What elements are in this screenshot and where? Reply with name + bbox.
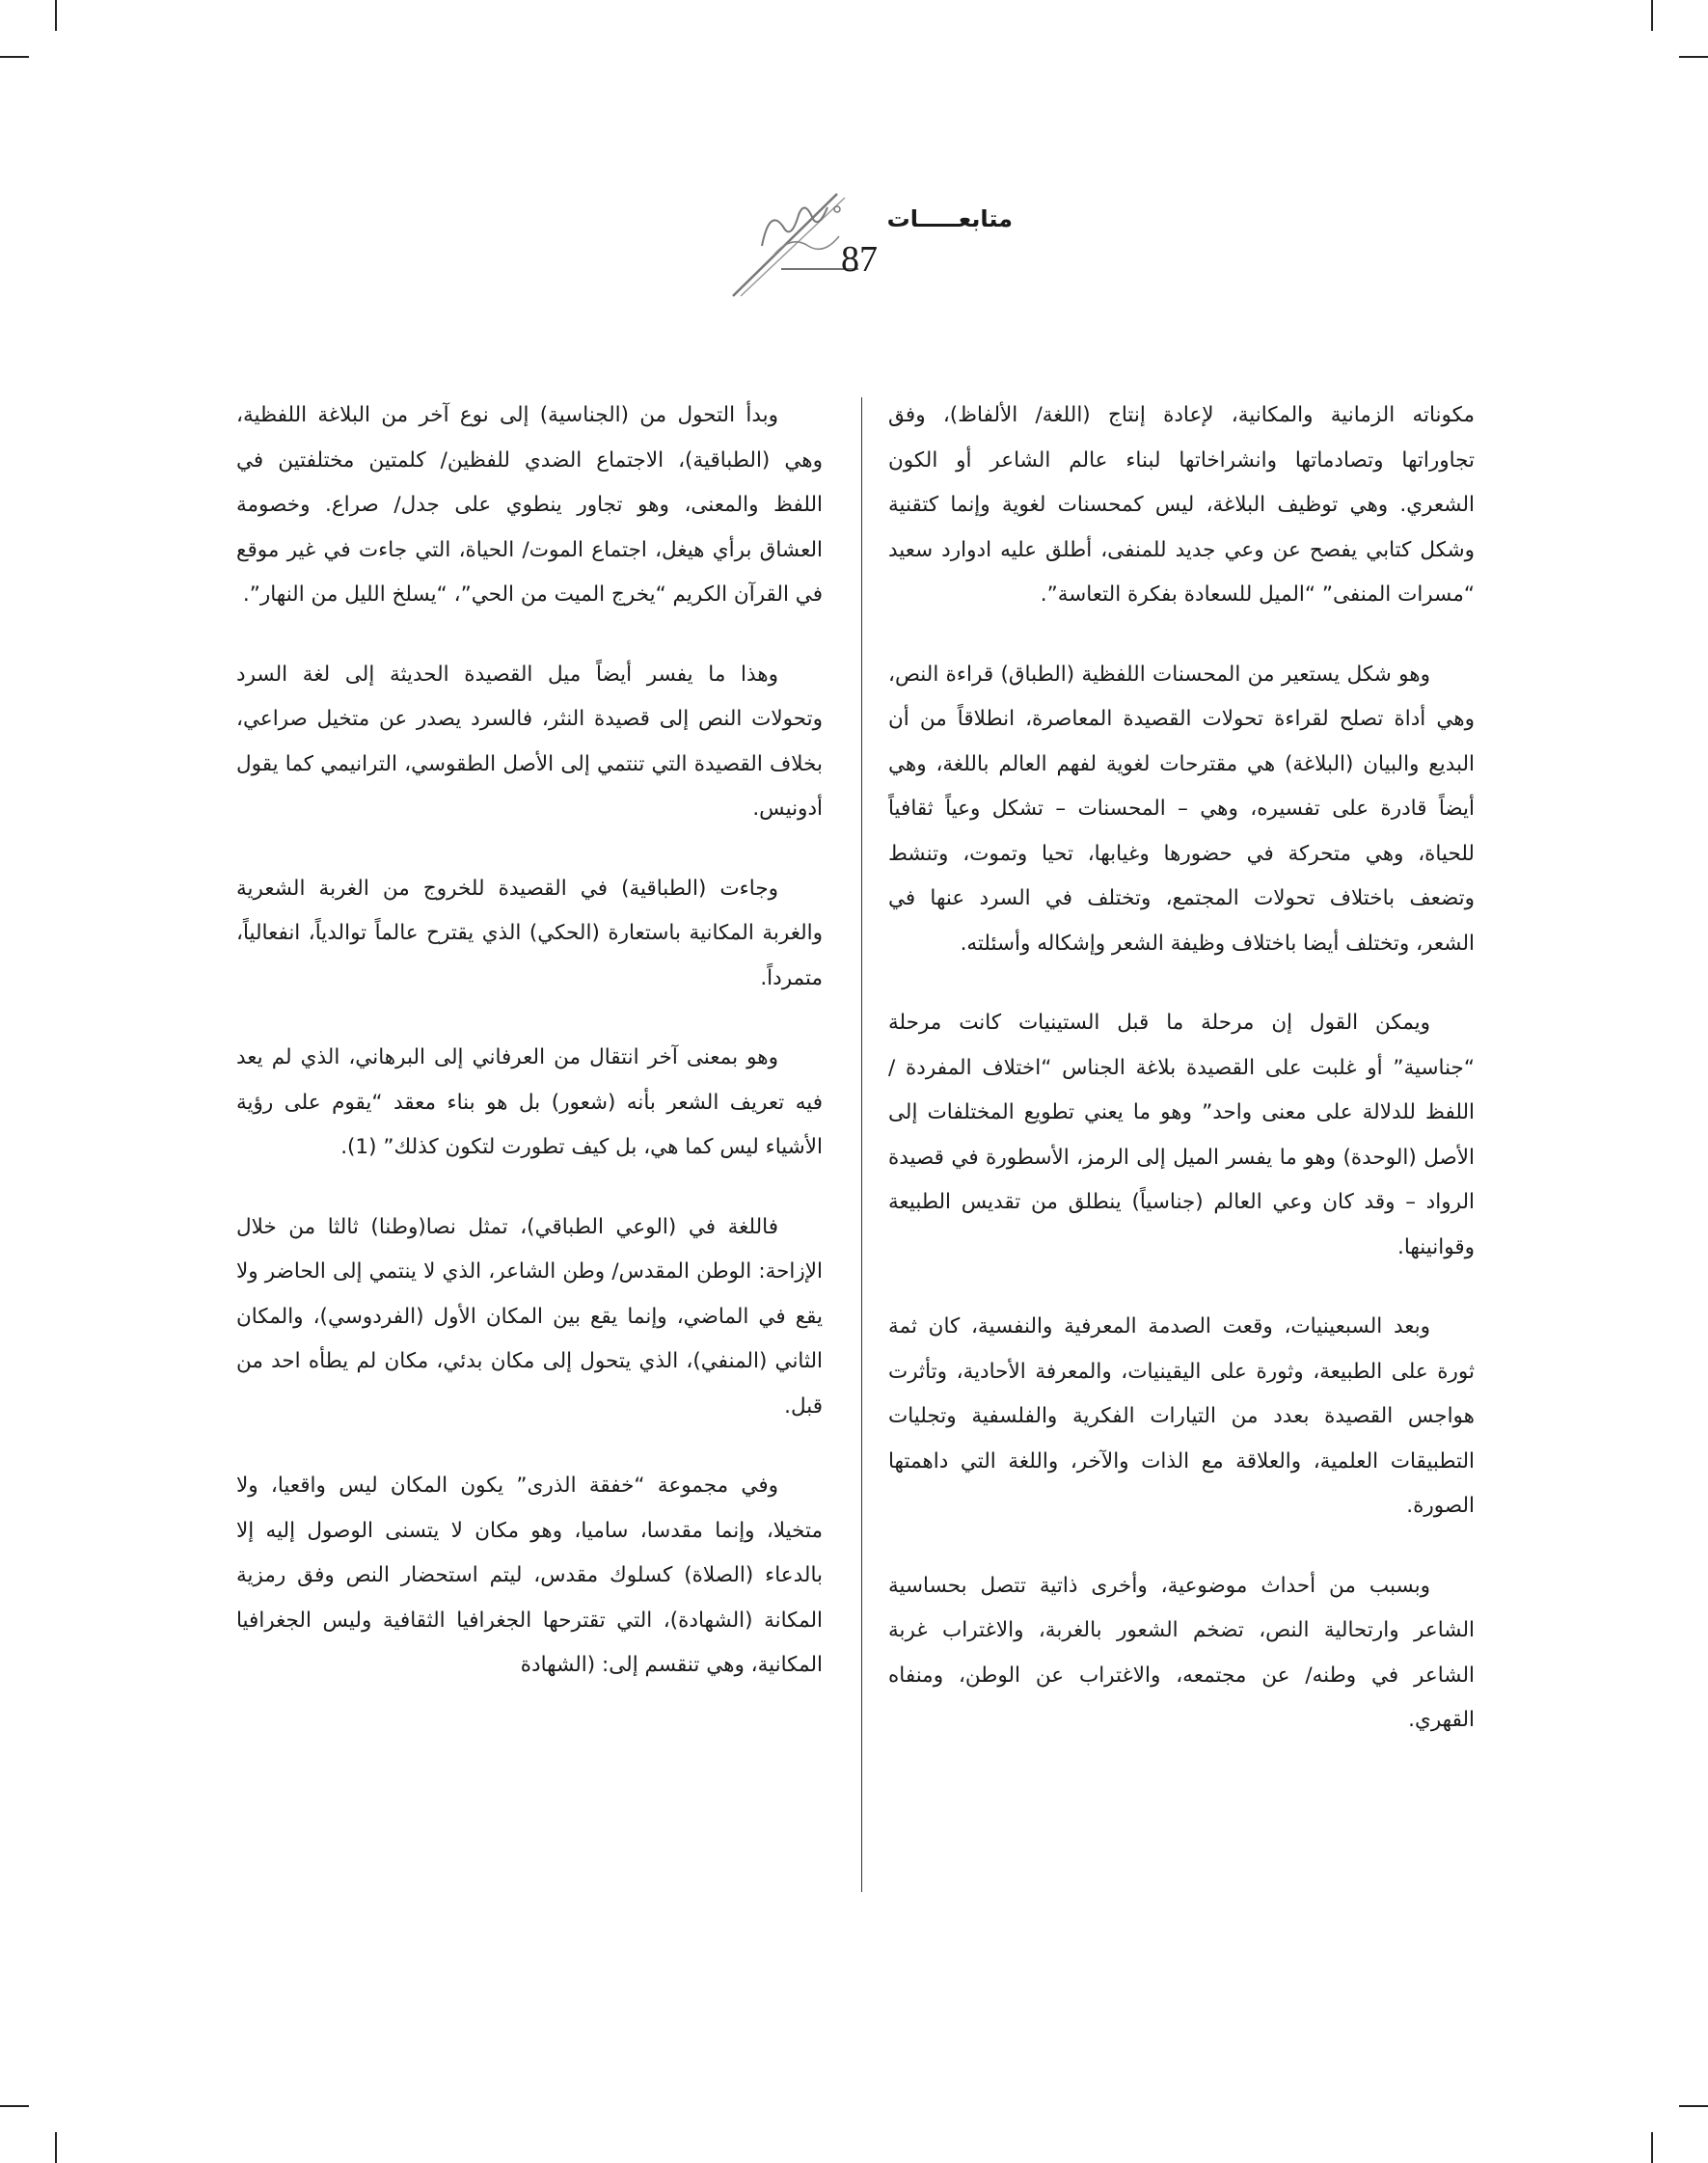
crop-mark-bottom-left-v — [55, 2132, 57, 2163]
paragraph: وهو شكل يستعير من المحسنات اللفظية (الطباق) قراءة النص، وهي أداة تصلح لقراءة تحولات القصيدة المعاصرة، انطلاقاً من أن البديع والبيان (البلاغة) هي مقترحات لغوية لفهم العالم باللغة، وهي أيضاً قادرة على تفسيره، وهي – المحسنات – تشكل وعياً ثقافياً للحياة، وهي متحركة في حضورها وغيابها، تحيا وتموت، وتنشط وتضعف باختلاف تحولات المجتمع، وتختلف في السرد عنها في الشعر، وتختلف أيضا باختلاف وظيفة الشعر وإشكاله وأسئلته. — [888, 662, 1475, 956]
paragraph: ويمكن القول إن مرحلة ما قبل الستينيات كانت مرحلة “جناسية” أو غلبت على القصيدة بلاغة الجناس “اختلاف المفردة / اللفظ للدلالة على معنى واحد” وهو ما يعني تطويع المختلفات إلى الأصل (الوحدة) وهو ما يفسر الميل إلى الرمز، الأسطورة في قصيدة الرواد – وقد كان وعي العالم (جناسياً) ينطلق من تقديس الطبيعة وقوانينها. — [888, 1011, 1475, 1259]
page-number: 87 — [841, 239, 878, 280]
paragraph: وبدأ التحول من (الجناسية) إلى نوع آخر من البلاغة اللفظية، وهي (الطباقية)، الاجتماع الضدي للفظين/ كلمتين مختلفتين في اللفظ والمعنى، وهو تجاور ينطوي على جدل/ صراع. وخصومة العشاق برأي هيغل، اجتماع الموت/ الحياة، التي جاءت في غير موقع في القرآن الكريم “يخرج الميت من الحي”، “يسلخ الليل من النهار”. — [236, 403, 823, 607]
paragraph: وهذا ما يفسر أيضاً ميل القصيدة الحديثة إلى لغة السرد وتحولات النص إلى قصيدة النثر، فالسرد يصدر عن متخيل صراعي، بخلاف القصيدة التي تنتمي إلى الأصل الطقوسي، الترانيمي كما يقول أدونيس. — [236, 662, 823, 821]
crop-mark-top-right-v — [1651, 0, 1653, 31]
crop-mark-bottom-right-v — [1651, 2132, 1653, 2163]
crop-mark-top-left-h — [0, 56, 29, 58]
paragraph: وجاءت (الطباقية) في القصيدة للخروج من الغربة الشعرية والغربة المكانية باستعارة (الحكي) الذي يقترح عالماً توالدياً، انفعالياً، متمرداً. — [236, 876, 823, 990]
column-divider — [861, 397, 862, 1892]
crop-mark-bottom-right-h — [1679, 2105, 1708, 2107]
paragraph: فاللغة في (الوعي الطباقي)، تمثل نصا(وطنا) ثالثا من خلال الإزاحة: الوطن المقدس/ وطن الشاعر، الذي لا ينتمي إلى الحاضر ولا يقع في الماضي، وإنما يقع بين المكان الأول (الفردوسي)، والمكان الثاني (المنفي)، الذي يتحول إلى مكان بدئي، مكان لم يطأه احد من قبل. — [236, 1214, 823, 1419]
crop-mark-top-left-v — [55, 0, 57, 31]
text-column-left — [236, 393, 823, 1723]
text-column-right — [888, 393, 1475, 1778]
page-header — [694, 188, 1013, 304]
crop-mark-bottom-left-h — [0, 2105, 29, 2107]
paragraph: وفي مجموعة “خفقة الذرى” يكون المكان ليس واقعيا، ولا متخيلا، وإنما مقدسا، ساميا، وهو مكان لا يتسنى الوصول إليه إلا بالدعاء (الصلاة) كسلوك مقدس، ليتم استحضار النص وفق رمزية المكانة (الشهادة)، التي تقترحها الجغرافيا الثقافية وليس الجغرافيا المكانية، وهي تنقسم إلى: (الشهادة — [236, 1474, 823, 1677]
paragraph: مكوناته الزمانية والمكانية، لإعادة إنتاج (اللغة/ الألفاظ)، وفق تجاوراتها وتصادماتها وانشراخاتها لبناء عالم الشاعر أو الكون الشعري. وهي توظيف البلاغة، ليس كمحسنات لغوية وإنما كتقنية وشكل كتابي يفصح عن وعي جديد للمنفى، أطلق عليه ادوارد سعيد “مسرات المنفى” “الميل للسعادة بفكرة التعاسة”. — [888, 403, 1475, 607]
crop-mark-top-right-h — [1679, 56, 1708, 58]
paragraph: وهو بمعنى آخر انتقال من العرفاني إلى البرهاني، الذي لم يعد فيه تعريف الشعر بأنه (شعور) بل هو بناء معقد “يقوم على رؤية الأشياء ليس كما هي، بل كيف تطورت لتكون كذلك” (1). — [236, 1045, 823, 1159]
section-title: متابعـــــات — [886, 205, 1013, 232]
paragraph: وبعد السبعينيات، وقعت الصدمة المعرفية والنفسية، كان ثمة ثورة على الطبيعة، وثورة على اليقينيات، والمعرفة الأحادية، وتأثرت هواجس القصيدة بعدد من التيارات الفكرية والفلسفية وتجليات التطبيقات العلمية، والعلاقة مع الذات والآخر، واللغة التي داهمتها الصورة. — [888, 1314, 1475, 1518]
paragraph: وبسبب من أحداث موضوعية، وأخرى ذاتية تتصل بحساسية الشاعر وارتحالية النص، تضخم الشعور بالغربة، والاغتراب غربة الشاعر في وطنه/ عن مجتمعه، والاغتراب عن الوطن، ومنفاه القهري. — [888, 1573, 1475, 1732]
